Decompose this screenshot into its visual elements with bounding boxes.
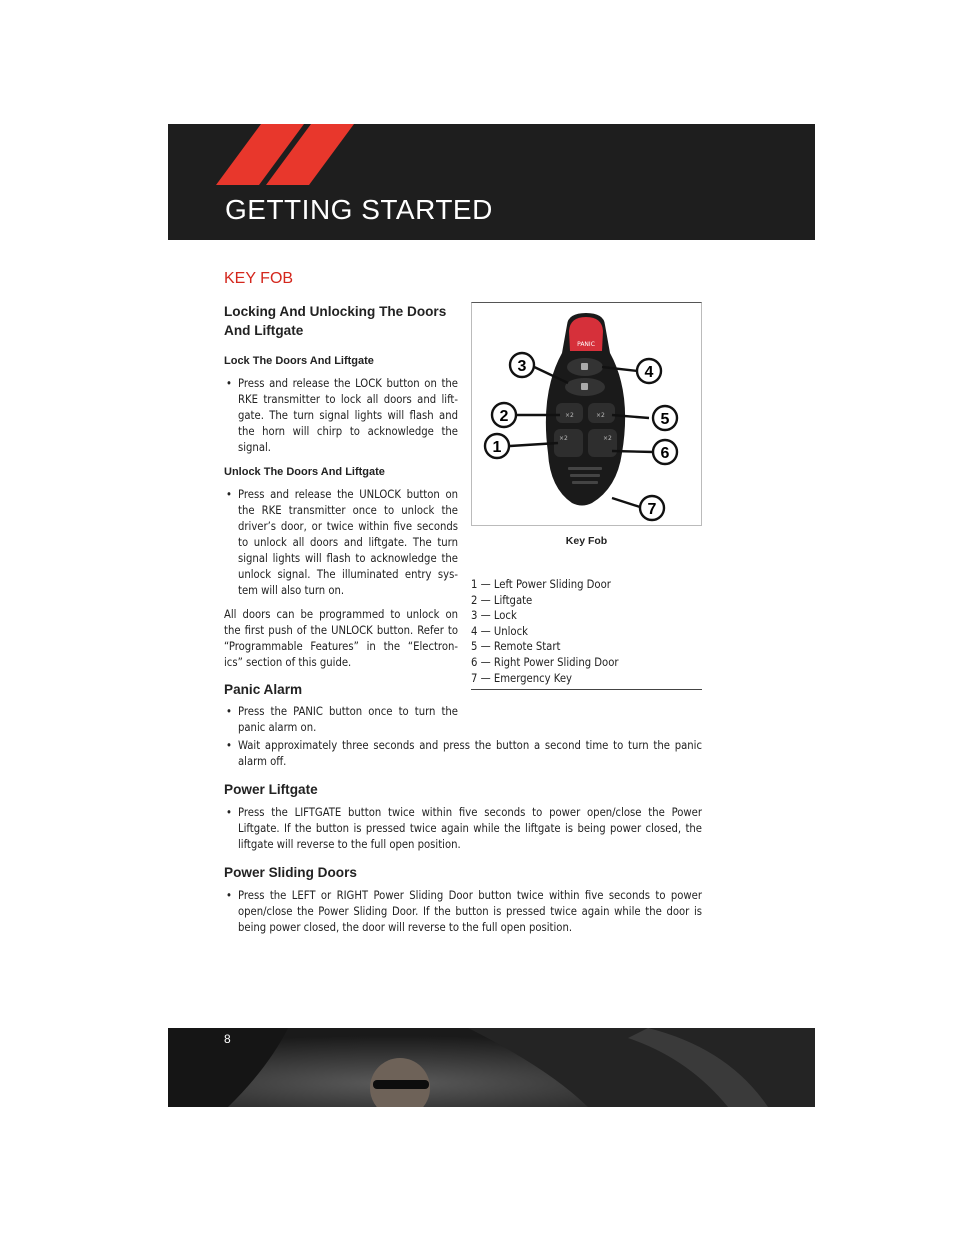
lock-icon <box>581 383 588 390</box>
sliding-bullet: • Press the LEFT or RIGHT Power Sliding Door button twice within five seconds to power open/close the Power Sliding Door. If the button is pressed twice again while the door is being power closed, the door will reverse to the full open position. <box>224 888 702 936</box>
figure-caption: Key Fob <box>565 535 608 547</box>
lock-subheading: Lock The Doors And Liftgate <box>224 355 374 367</box>
legend-item: 7 — Emergency Key <box>471 671 572 685</box>
sliding-heading: Power Sliding Doors <box>224 865 357 880</box>
legend-item: 2 — Liftgate <box>471 593 533 607</box>
liftgate-list <box>224 805 702 853</box>
callout-2-label: 2 <box>499 408 509 425</box>
right-sliding-door-button <box>588 429 617 457</box>
right-sliding-x2: ×2 <box>603 435 612 442</box>
leader-line-7 <box>612 498 640 507</box>
panic-list-1 <box>224 704 458 736</box>
page-header <box>168 124 815 240</box>
callout-6-label: 6 <box>660 445 670 462</box>
figure-legend <box>471 577 702 690</box>
sliding-list <box>224 888 702 936</box>
legend-item: 5 — Remote Start <box>471 640 561 654</box>
legend-item: 1 — Left Power Sliding Door <box>471 578 611 591</box>
callout-4-label: 4 <box>644 364 654 381</box>
liftgate-x2: ×2 <box>565 412 574 419</box>
lock-bullet: • Press and release the LOCK button on the RKE transmitter to lock all doors and lift-gate. The turn signal lights will flash and the horn will chirp to acknowledge the signal. <box>224 376 458 456</box>
page-footer <box>168 1028 815 1107</box>
legend-item: 3 — Lock <box>471 609 517 623</box>
panic-heading: Panic Alarm <box>224 682 303 697</box>
callout-1-label: 1 <box>492 439 502 456</box>
unlock-list <box>224 487 458 599</box>
unlock-subheading: Unlock The Doors And Liftgate <box>224 466 385 478</box>
leader-line-6 <box>612 451 654 452</box>
unlock-icon <box>581 363 588 370</box>
full-width-section <box>224 738 702 936</box>
panic-label: PANIC <box>577 341 595 348</box>
liftgate-bullet: • Press the LIFTGATE button twice within five seconds to power open/close the Power Liftgate. If the button is pressed twice again while the liftgate is being power closed, the liftgate will reverse to the full open position. <box>224 805 702 853</box>
brand-stripes-icon <box>168 124 368 194</box>
key-fob-figure <box>471 302 702 526</box>
page-number: 8 <box>224 1032 231 1046</box>
legend-item: 4 — Unlock <box>471 624 528 638</box>
page-title: GETTING STARTED <box>225 194 493 225</box>
grip-line <box>568 467 602 470</box>
callout-7-label: 7 <box>647 501 657 518</box>
footer-photo <box>168 1028 815 1107</box>
left-column <box>224 302 458 736</box>
grip-line <box>570 474 600 477</box>
grip-line <box>572 481 598 484</box>
panic-bullet-2: • Wait approximately three seconds and press the button a second time to turn the panic alarm off. <box>224 738 702 770</box>
remote-start-x2: ×2 <box>596 412 605 419</box>
callout-5-label: 5 <box>660 411 670 428</box>
panic-list-2 <box>224 738 702 770</box>
lock-list <box>224 376 458 456</box>
locking-heading: Locking And Unlocking The Doors And Liftgate <box>224 304 447 338</box>
programming-note: All doors can be programmed to unlock on the first push of the UNLOCK button. Refer to “Programmable Features” in the “Electron-ics” section of this guide. <box>224 608 458 669</box>
callout-3-label: 3 <box>517 358 527 375</box>
left-sliding-x2: ×2 <box>559 435 568 442</box>
unlock-bullet: • Press and release the UNLOCK button on the RKE transmitter once to unlock the driver’s door, or twice within five seconds to unlock all doors and liftgate. The turn signal lights will flash to acknowledge the unlock signal. The illuminated entry sys-tem will also turn on. <box>224 487 458 599</box>
section-title: KEY FOB <box>224 270 294 287</box>
legend-item: 6 — Right Power Sliding Door <box>471 655 619 669</box>
left-sliding-door-button <box>554 429 583 457</box>
liftgate-heading: Power Liftgate <box>224 782 318 797</box>
key-fob-illustration <box>472 303 701 525</box>
panic-bullet-1: • Press the PANIC button once to turn the panic alarm on. <box>224 704 458 736</box>
